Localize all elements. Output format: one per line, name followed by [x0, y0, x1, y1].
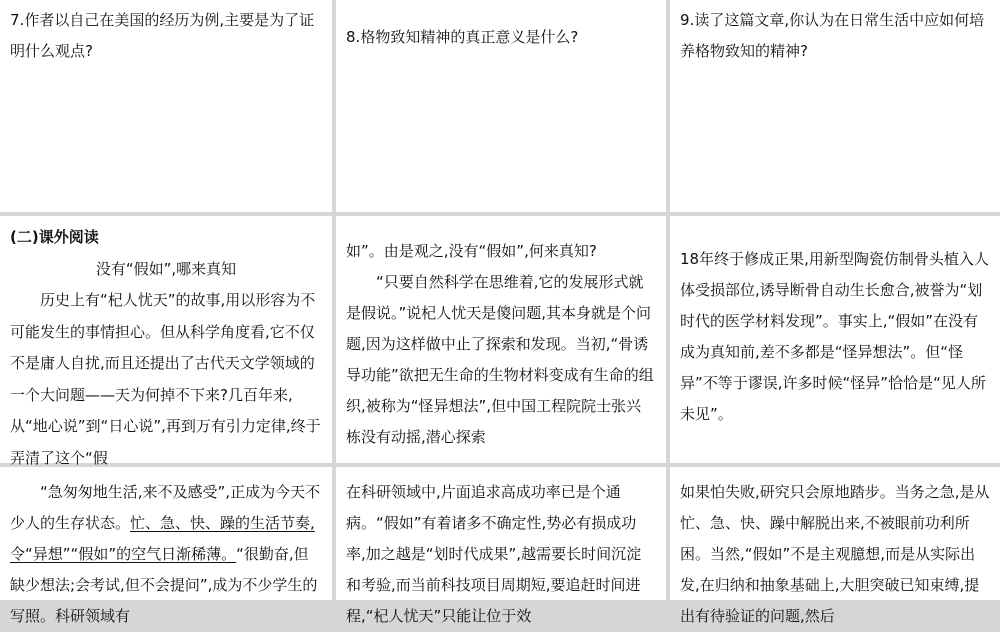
article-paragraph-4: [10, 477, 322, 632]
underlined-sentence: 忙、急、快、躁的生活节奏,令“异想”“假如”的空气日渐稀薄。: [10, 514, 315, 563]
question-7-text: 作者以自己在美国的经历为例,主要是为了证明什么观点?: [10, 11, 315, 60]
question-9-number: 9.: [680, 11, 695, 29]
article-paragraph-2-start: 如”。由是观之,没有“假如”,何来真知?: [346, 242, 597, 260]
question-8-text: 格物致知精神的真正意义是什么?: [360, 28, 579, 46]
article-paragraph-1: 历史上有“杞人忧天”的故事,用以形容为不可能发生的事情担心。但从科学角度看,它不仅不是庸人自扰,而且还提出了古代天文学领域的一个大问题——天为何掉不下来?几百年来,从“地心说”到“日心说”,再到万有引力定律,终于弄清了这个“假: [10, 291, 321, 467]
question-7-panel: [0, 0, 332, 212]
article-panel-6: [670, 467, 1000, 625]
article-title: 没有“假如”,哪来真知: [95, 259, 237, 278]
article-panel-1: [0, 216, 332, 467]
question-8: [346, 5, 656, 53]
article-panel-2: [336, 216, 666, 463]
article-paragraph-2: “只要自然科学在思维着,它的发展形式就是假说。”说杞人忧天是傻问题,其本身就是个问题,因为这样做中止了探索和发现。当初,“骨诱导功能”欲把无生命的生物材料变成有生命的组织,被称为“怪异想法”,但中国工程院院士张兴栋没有动摇,潜心探索: [346, 273, 654, 446]
question-7-number: 7.: [10, 11, 25, 29]
section-title: (二)课外阅读: [10, 228, 99, 246]
article-panel-3: [670, 216, 1000, 463]
article-paragraph-5: 在科研领域中,片面追求高成功率已是个通病。“假如”有着诸多不确定性,势必有损成功率,加之越是“划时代成果”,越需要长时间沉淀和考验,而当前科技项目周期短,要追赶时间进程,“杞人忧天”只能让位于效: [346, 483, 642, 625]
article-panel-4: [0, 467, 332, 625]
paragraph-4-tail: “很勤奋,但缺少想法;会考试,但不会提问”,成为不少学生的写照。科研领域有: [10, 545, 318, 625]
paragraph-4-lead: “急匆匆地生活,来不及感受”,正成为今天不少人的生存状态。: [10, 483, 321, 532]
question-8-number: 8.: [346, 28, 361, 46]
question-7: [10, 5, 322, 67]
question-9-text: 读了这篇文章,你认为在日常生活中应如何培养格物致知的精神?: [680, 11, 985, 60]
article-panel-5: [336, 467, 666, 625]
question-9-panel: [670, 0, 1000, 212]
question-9: [680, 5, 990, 67]
article-paragraph-3: 18年终于修成正果,用新型陶瓷仿制骨头植入人体受损部位,诱导断骨自动生长愈合,被誉为“划时代的医学材料发现”。事实上,“假如”在没有成为真知前,差不多都是“怪异想法”。但“怪异”不等于谬误,许多时候“怪异”恰恰是“见人所未见”。: [680, 250, 989, 423]
article-paragraph-6: 如果怕失败,研究只会原地踏步。当务之急,是从忙、急、快、躁中解脱出来,不被眼前功利所困。当然,“假如”不是主观臆想,而是从实际出发,在归纳和抽象基础上,大胆突破已知束缚,提出有待验证的问题,然后: [680, 483, 990, 625]
question-8-panel: [336, 0, 666, 212]
